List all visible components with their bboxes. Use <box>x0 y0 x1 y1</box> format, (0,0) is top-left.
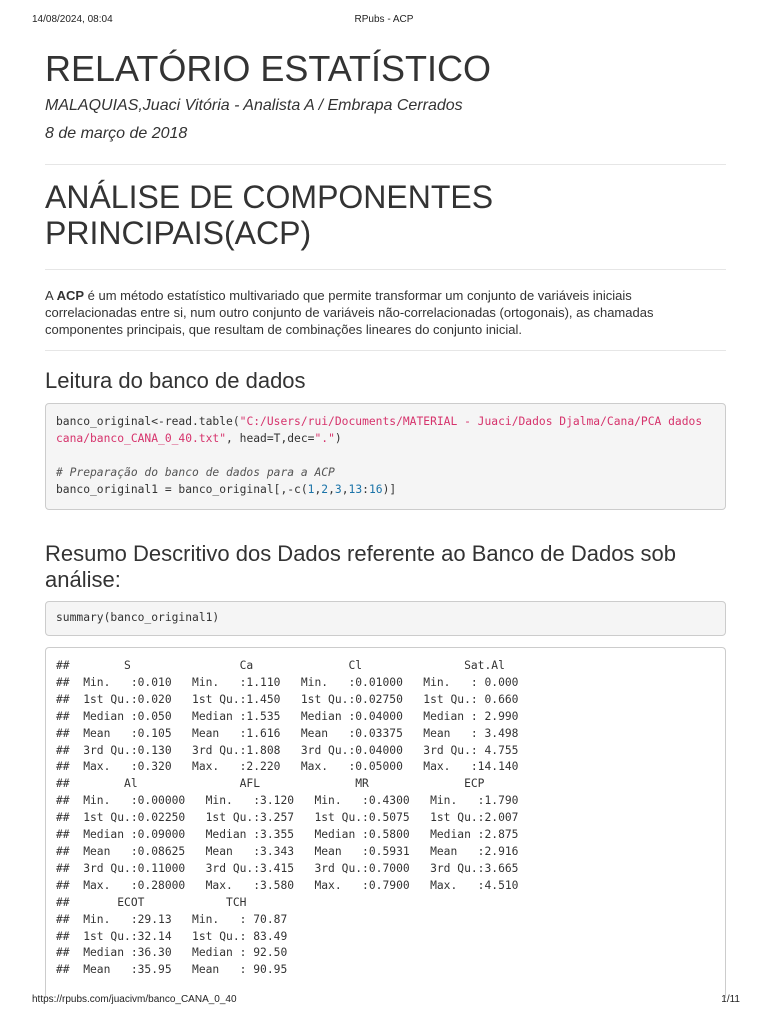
output-line: ## Al AFL MR ECP <box>56 777 533 791</box>
output-line: ## Max. :0.320 Max. :2.220 Max. :0.05000 Max. :14.140 <box>56 760 533 774</box>
output-line: ## Mean :35.95 Mean : 90.95 <box>56 963 301 977</box>
print-url: https://rpubs.com/juacivm/banco_CANA_0_40 <box>32 994 237 1005</box>
intro-bold-acp: ACP <box>56 288 85 303</box>
section-heading-line-1: ANÁLISE DE COMPONENTES <box>45 179 494 215</box>
output-line: ## Mean :0.105 Mean :1.616 Mean :0.03375 Mean : 3.498 <box>56 726 533 740</box>
summary-output-block <box>45 647 726 998</box>
output-line: ## S Ca Cl Sat.Al <box>56 659 546 672</box>
resumo-heading-line-1: Resumo Descritivo dos Dados referente ao Banco de Dados sob <box>45 541 677 566</box>
section-heading <box>45 179 726 251</box>
output-line: ## 1st Qu.:0.02250 1st Qu.:3.257 1st Qu.:0.5075 1st Qu.:2.007 <box>56 811 533 825</box>
section-heading-line-2: PRINCIPAIS(ACP) <box>45 215 312 251</box>
output-line: ## Median :0.09000 Median :3.355 Median :0.5800 Median :2.875 <box>56 828 533 842</box>
output-line: ## Mean :0.08625 Mean :3.343 Mean :0.5931 Mean :2.916 <box>56 844 533 858</box>
divider <box>45 269 726 270</box>
resumo-heading-line-2: análise: <box>45 567 121 592</box>
output-line: ## Max. :0.28000 Max. :3.580 Max. :0.7900 Max. :4.510 <box>56 878 533 892</box>
resumo-heading <box>45 541 726 593</box>
output-line: ## Min. :29.13 Min. : 70.87 <box>56 912 301 926</box>
print-datetime: 14/08/2024, 08:04 <box>32 14 113 25</box>
output-line: ## Min. :0.00000 Min. :3.120 Min. :0.4300 Min. :1.790 <box>56 794 533 808</box>
output-line: ## Min. :0.010 Min. :1.110 Min. :0.01000 Min. : 0.000 <box>56 675 533 689</box>
output-line: ## 3rd Qu.:0.11000 3rd Qu.:3.415 3rd Qu.:0.7000 3rd Qu.:3.665 <box>56 861 533 875</box>
intro-paragraph <box>45 287 726 338</box>
divider <box>45 350 726 351</box>
intro-prefix: A <box>45 288 57 303</box>
intro-line-3: componentes principais, que resultam de combinações lineares do conjunto inicial. <box>45 322 522 337</box>
code-block-summary <box>45 601 726 636</box>
leitura-heading: Leitura do banco de dados <box>45 368 306 393</box>
output-line: ## Median :36.30 Median : 92.50 <box>56 946 301 960</box>
print-page-number: 1/11 <box>721 994 740 1005</box>
report-title: RELATÓRIO ESTATÍSTICO <box>45 48 492 89</box>
print-page-title: RPubs - ACP <box>354 14 414 25</box>
output-line: ## 1st Qu.:0.020 1st Qu.:1.450 1st Qu.:0.02750 1st Qu.: 0.660 <box>56 692 533 706</box>
divider <box>45 164 726 165</box>
output-line: ## ECOT TCH <box>56 895 301 909</box>
intro-line-1: é um método estatístico multivariado que permite transformar um conjunto de variáveis iniciais <box>84 288 632 303</box>
report-date: 8 de março de 2018 <box>45 125 188 142</box>
report-author: MALAQUIAS,Juaci Vitória - Analista A / Embrapa Cerrados <box>45 97 463 114</box>
summary-call: summary(banco_original1) <box>56 611 220 624</box>
code-block-leitura: banco_original<-read.table("C:/Users/rui/Documents/MATERIAL - Juaci/Dados Djalma/Cana/PCA dados cana/banco_CANA_0_40.txt", head=T,dec=".") # Preparação do banco de dados para a ACP banco_original1 = banco_original[,-c(1,2,3,13:16)] <box>45 403 726 510</box>
output-line: ## 1st Qu.:32.14 1st Qu.: 83.49 <box>56 929 301 943</box>
output-line: ## Median :0.050 Median :1.535 Median :0.04000 Median : 2.990 <box>56 709 533 723</box>
intro-line-2: correlacionadas entre si, num outro conjunto de variáveis não-correlacionadas (ortogonais), as chamadas <box>45 305 654 320</box>
output-line: ## 3rd Qu.:0.130 3rd Qu.:1.808 3rd Qu.:0.04000 3rd Qu.: 4.755 <box>56 743 533 757</box>
